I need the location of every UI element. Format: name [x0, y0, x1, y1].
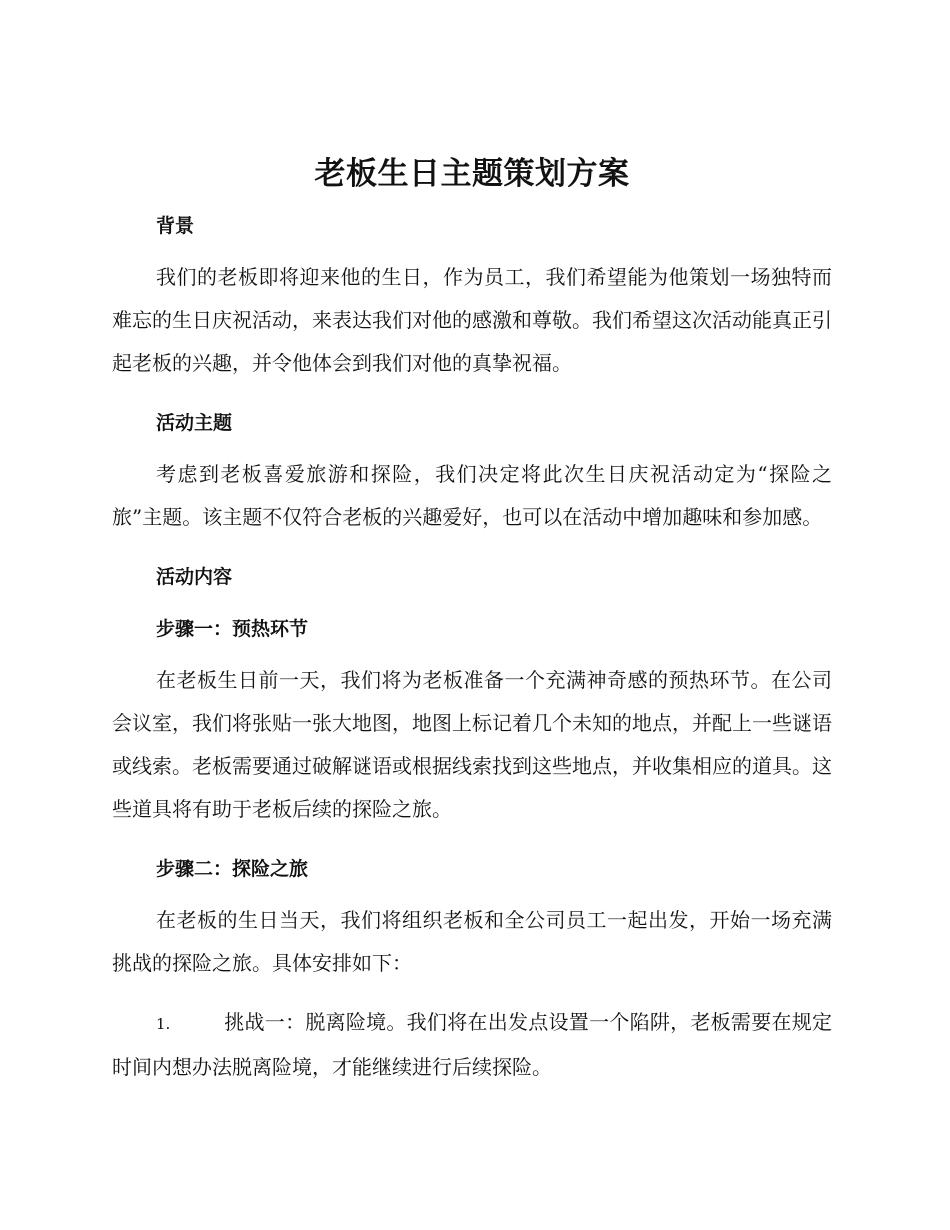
section-heading-step2: 步骤二：探险之旅: [156, 858, 309, 880]
section-heading-background: 背景: [156, 215, 195, 237]
paragraph-theme: 考虑到老板喜爱旅游和探险，我们决定将此次生日庆祝活动定为“探险之旅”主题。该主题不仅符合老板的兴趣爱好，也可以在活动中增加趣味和参加感。: [112, 462, 832, 529]
paragraph-step2: 在老板的生日当天，我们将组织老板和全公司员工一起出发，开始一场充满挑战的探险之旅。具体安排如下：: [112, 908, 832, 975]
paragraph-step1: 在老板生日前一天，我们将为老板准备一个充满神奇感的预热环节。在公司会议室，我们将张贴一张大地图，地图上标记着几个未知的地点，并配上一些谜语或线索。老板需要通过破解谜语或根据线索找到这些地点，并收集相应的道具。这些道具将有助于老板后续的探险之旅。: [112, 668, 832, 821]
section-heading-step1: 步骤一：预热环节: [156, 618, 309, 640]
document-title: 老板生日主题策划方案: [314, 156, 630, 192]
paragraph-background: 我们的老板即将迎来他的生日，作为员工，我们希望能为他策划一场独特而难忘的生日庆祝活动，来表达我们对他的感激和尊敬。我们希望这次活动能真正引起老板的兴趣，并令他体会到我们对他的真挚祝福。: [112, 265, 832, 375]
list-item-number: 1.: [156, 1015, 171, 1033]
section-heading-theme: 活动主题: [156, 412, 233, 434]
section-heading-content: 活动内容: [156, 566, 233, 588]
list-item-text: 挑战一：脱离险境。我们将在出发点设置一个陷阱，老板需要在规定时间内想办法脱离险境，才能继续进行后续探险。: [112, 1010, 832, 1079]
list-item: [112, 1001, 832, 1089]
document-body: [112, 150, 832, 1089]
